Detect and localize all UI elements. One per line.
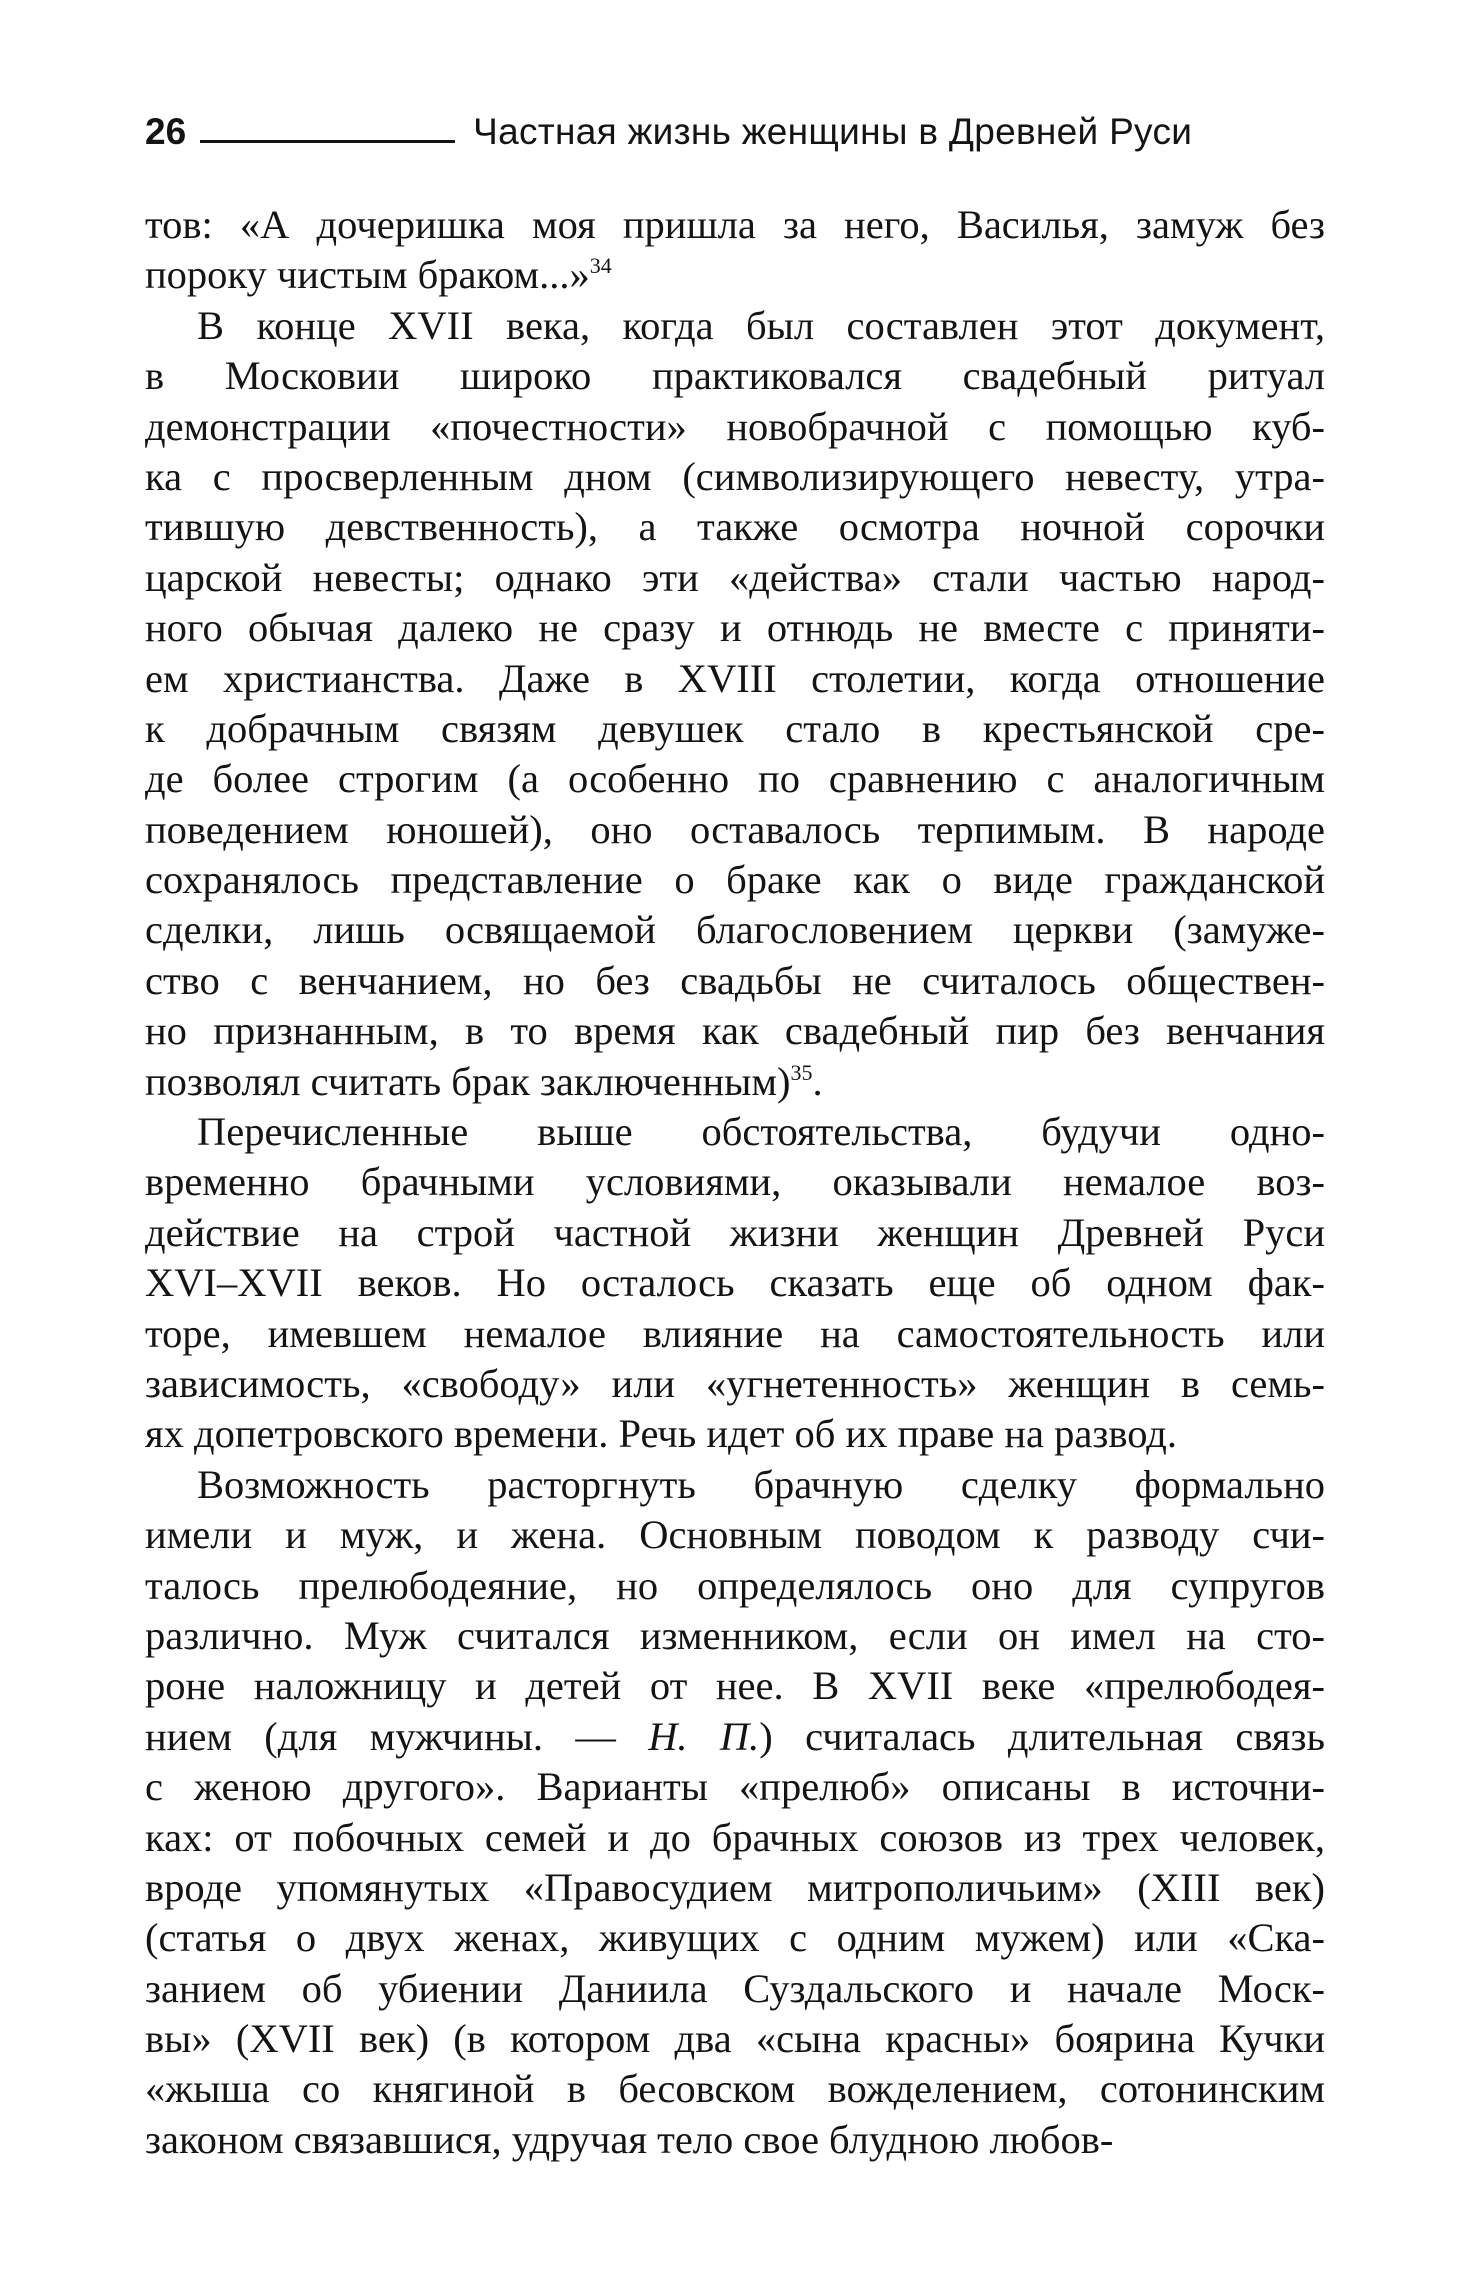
book-title: Частная жизнь женщины в Древней Руси	[473, 111, 1193, 152]
paragraph	[145, 301, 1325, 1107]
line-text: нием (для мужчины. —	[145, 1713, 649, 1759]
line-text: Возможность расторгнуть брачную сделку формально	[197, 1461, 1325, 1507]
line-text: талось прелюбодеяние, но определялось оно для супругов	[145, 1562, 1325, 1608]
line-text: XVI–XVII веков. Но осталось сказать еще об одном фак-	[145, 1260, 1325, 1306]
text-line	[145, 1913, 1325, 1963]
line-text: ка с просверленным дном (символизирующего невесту, утра-	[145, 453, 1325, 499]
text-line	[145, 1964, 1325, 2014]
line-text: В конце XVII века, когда был составлен этот документ,	[197, 302, 1325, 348]
text-line	[145, 1712, 1325, 1762]
text-line	[145, 1661, 1325, 1711]
line-text: занием об убиении Даниила Суздальского и начале Моск-	[145, 1965, 1325, 2011]
text-line	[145, 1762, 1325, 1812]
text-line	[145, 2014, 1325, 2064]
text-line	[145, 1359, 1325, 1409]
line-text: царской невесты; однако эти «действа» стали частью народ-	[145, 554, 1325, 600]
line-text: де более строгим (а особенно по сравнению с аналогичным	[145, 756, 1325, 802]
line-text: имели и муж, и жена. Основным поводом к разводу счи-	[145, 1512, 1325, 1558]
line-text: поведением юношей), оно оставалось терпимым. В народе	[145, 806, 1325, 852]
footnote-ref: 35	[790, 1059, 813, 1085]
line-text: ях допетровского времени. Речь идет об их праве на развод.	[145, 1411, 1178, 1457]
paragraph	[145, 200, 1325, 301]
text-line	[145, 603, 1325, 653]
text-line	[145, 2064, 1325, 2114]
text-line	[145, 956, 1325, 1006]
text-line	[145, 1258, 1325, 1308]
line-text: роне наложницу и детей от нее. В XVII веке «прелюбодея-	[145, 1663, 1325, 1709]
line-text: (статья о двух женах, живущих с одним мужем) или «Ска-	[145, 1915, 1325, 1961]
body-text	[145, 200, 1325, 2165]
line-text: к добрачным связям девушек стало в крестьянской сре-	[145, 705, 1325, 751]
line-text: пороку чистым браком...»	[145, 252, 590, 298]
text-line	[145, 2115, 1325, 2165]
line-text: но признанным, в то время как свадебный пир без венчания	[145, 1008, 1325, 1054]
line-text: Перечисленные выше обстоятельства, будучи одно-	[197, 1109, 1325, 1155]
text-line	[145, 1107, 1325, 1157]
text-line	[145, 452, 1325, 502]
text-line	[145, 704, 1325, 754]
line-text: тившую девственность), а также осмотра ночной сорочки	[145, 504, 1325, 550]
footnote-ref: 34	[589, 253, 612, 279]
text-line	[145, 1813, 1325, 1863]
text-line	[145, 855, 1325, 905]
line-text: временно брачными условиями, оказывали немалое воз-	[145, 1159, 1325, 1205]
line-text-tail: .	[812, 1058, 823, 1104]
line-text: в Московии широко практиковался свадебный ритуал	[145, 353, 1325, 399]
line-text: сохранялось представление о браке как о виде гражданской	[145, 857, 1325, 903]
text-line	[145, 1006, 1325, 1056]
line-text: торе, имевшем немалое влияние на самостоятельность или	[145, 1310, 1325, 1356]
text-line	[145, 402, 1325, 452]
line-text: вы» (XVII век) (в котором два «сына красны» боярина Кучки	[145, 2016, 1325, 2062]
line-text: с женою другого». Варианты «прелюб» описаны в источни-	[145, 1764, 1325, 1810]
text-line	[145, 805, 1325, 855]
text-line	[145, 301, 1325, 351]
line-text: ках: от побочных семей и до брачных союзов из трех человек,	[145, 1814, 1325, 1860]
text-line	[145, 1409, 1325, 1459]
text-line	[145, 1460, 1325, 1510]
text-line	[145, 1863, 1325, 1913]
text-line	[145, 1309, 1325, 1359]
line-text: действие на строй частной жизни женщин Древней Руси	[145, 1209, 1325, 1255]
paragraph	[145, 1460, 1325, 2165]
line-text: демонстрации «почестности» новобрачной с помощью куб-	[145, 403, 1325, 449]
line-text: зависимость, «свободу» или «угнетенность» женщин в семь-	[145, 1360, 1325, 1406]
text-line	[145, 654, 1325, 704]
line-text: ем христианства. Даже в XVIII столетии, когда отношение	[145, 655, 1325, 701]
line-text: законом связавшися, удручая тело свое блудною любов-	[145, 2116, 1114, 2162]
running-header	[145, 98, 1325, 154]
text-line	[145, 502, 1325, 552]
text-line	[145, 1510, 1325, 1560]
text-line	[145, 1561, 1325, 1611]
text-line	[145, 1157, 1325, 1207]
line-text: «жыша со княгиной в бесовском вожделением, сотонинским	[145, 2066, 1325, 2112]
text-line	[145, 905, 1325, 955]
page-number: 26	[145, 111, 187, 152]
paragraph	[145, 1107, 1325, 1460]
line-text: позволял считать брак заключенным)	[145, 1058, 791, 1104]
text-line	[145, 1208, 1325, 1258]
line-text: вроде упомянутых «Правосудием митрополичьим» (XIII век)	[145, 1864, 1325, 1910]
author-initials: Н. П.	[648, 1713, 760, 1759]
text-line	[145, 754, 1325, 804]
line-text: тов: «А дочеришка моя пришла за него, Василья, замуж без	[145, 202, 1325, 247]
line-text-tail: ) считалась длительная связь	[759, 1713, 1326, 1759]
line-text: ство с венчанием, но без свадьбы не считалось обществен-	[145, 957, 1325, 1003]
line-text: ного обычая далеко не сразу и отнюдь не вместе с приняти-	[145, 605, 1325, 651]
text-line	[145, 200, 1325, 250]
text-line	[145, 553, 1325, 603]
text-line	[145, 1611, 1325, 1661]
text-line	[145, 1057, 1325, 1107]
text-line	[145, 351, 1325, 401]
header-rule	[200, 140, 455, 143]
text-line	[145, 250, 1325, 300]
line-text: различно. Муж считался изменником, если он имел на сто-	[145, 1612, 1325, 1658]
line-text: сделки, лишь освящаемой благословением церкви (замуже-	[145, 907, 1325, 953]
